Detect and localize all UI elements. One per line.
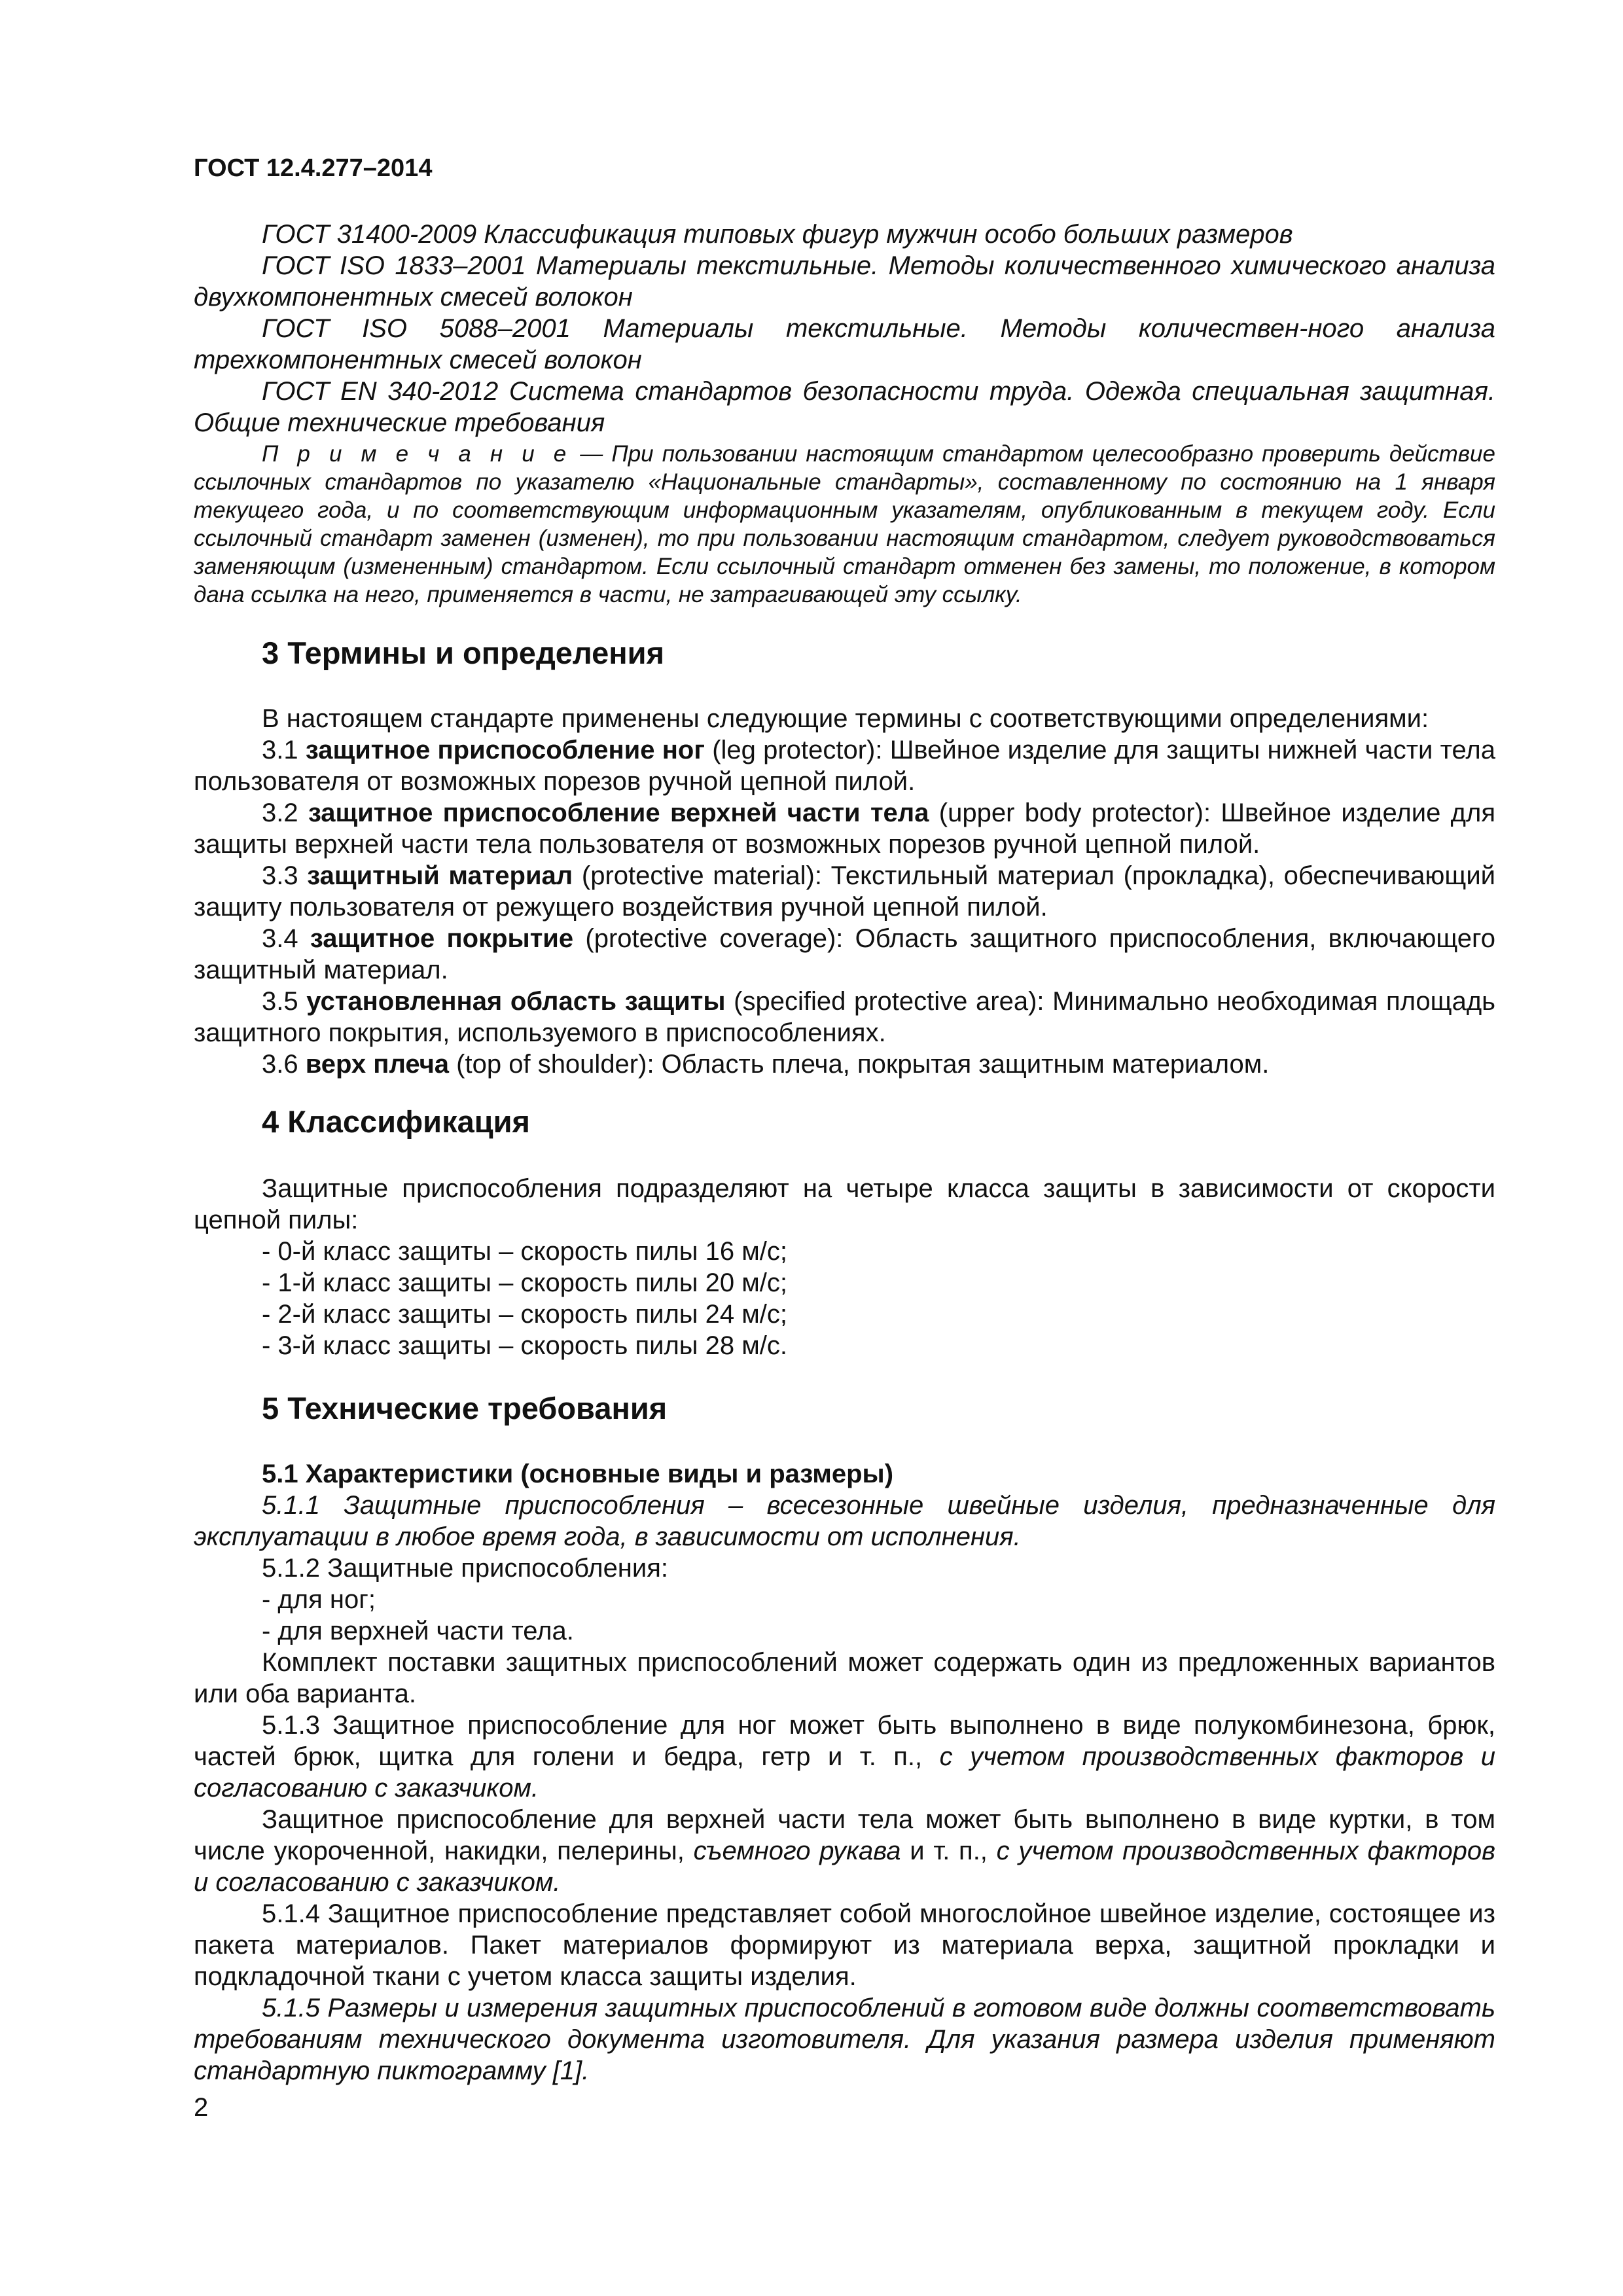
paragraph-upper-body-protector — [194, 1804, 1495, 1898]
section-5-body — [194, 1458, 1495, 2087]
note-block — [194, 440, 1495, 609]
term-number: 3.2 — [262, 798, 308, 827]
list-item-legs: - для ног; — [262, 1585, 376, 1614]
page-number: 2 — [194, 2093, 209, 2122]
section-5-title: 5 Технические требования — [262, 1391, 668, 1426]
section-3-title: 3 Термины и определения — [262, 636, 664, 670]
text-run-italic: с учетом производственных факторов и согласованию с заказчиком. — [194, 1837, 1496, 1897]
class-list-item: - 1-й класс защиты – скорость пилы 20 м/с; — [262, 1268, 787, 1297]
term-definition — [194, 986, 1495, 1049]
list-item-upper-body: - для верхней части тела. — [262, 1617, 574, 1645]
note-text: — При пользовании настоящим стандартом целесообразно проверить действие ссылочных стандартов по указателю «Национальные стандарты», составленному по состоянию на 1 января текущего года, и по соответствующим информационным указателям, опубликованным в текущем году. Если ссылочный стандарт заменен (изменен), то при пользовании настоящим стандартом, следует руководствоваться заменяющим (измененным) стандартом. Если ссылочный стандарт отменен без замены, то положение, в котором дана ссылка на него, применяется в части, не затрагивающей эту ссылку. — [194, 441, 1495, 607]
term-number: 3.5 — [262, 987, 307, 1016]
paragraph-delivery-set: Комплект поставки защитных приспособлений может содержать один из предложенных вариантов или оба варианта. — [194, 1648, 1495, 1708]
term-text: (upper body protector): Швейное изделие для защиты верхней части тела пользователя от возможных порезов ручной цепной пилой. — [194, 798, 1495, 859]
term-definition — [194, 1049, 1495, 1080]
paragraph-5-1-2: 5.1.2 Защитные приспособления: — [262, 1554, 669, 1583]
note-paragraph — [194, 440, 1495, 609]
references-list — [194, 219, 1495, 439]
term-name: защитное приспособление ног — [305, 736, 705, 764]
term-name: защитное приспособление верхней части тела — [308, 798, 929, 827]
term-number: 3.4 — [262, 924, 310, 953]
section-4-body — [194, 1173, 1495, 1361]
text-run: и т. п., — [901, 1837, 997, 1865]
text-run: Защитное приспособление для верхней части тела может быть выполнено в виде куртки, в том числе укороченной, накидки, пелерины, — [194, 1805, 1495, 1865]
term-number: 3.1 — [262, 736, 306, 764]
term-text: (protective coverage): Область защитного приспособления, включающего защитный материал. — [194, 924, 1496, 984]
term-number: 3.3 — [262, 861, 308, 890]
term-text: (leg protector): Швейное изделие для защиты нижней части тела пользователя от возможных порезов ручной цепной пилой. — [194, 736, 1496, 796]
section-3-intro: В настоящем стандарте применены следующие термины с соответствующими определениями: — [262, 704, 1429, 733]
note-label: П р и м е ч а н и е — [262, 441, 572, 467]
term-definition — [194, 860, 1495, 923]
text-run-italic: с учетом производственных факторов и согласованию с заказчиком. — [194, 1742, 1496, 1803]
term-name: защитное покрытие — [310, 924, 574, 953]
document-header: ГОСТ 12.4.277–2014 — [194, 154, 433, 182]
text-run: 5.1.3 Защитное приспособление для ног может быть выполнено в виде полукомбинезона, брюк, частей брюк, щитка для голени и бедра, гетр и т. п., — [194, 1711, 1495, 1771]
term-definition — [194, 734, 1495, 797]
term-definition — [194, 797, 1495, 860]
section-4-intro: Защитные приспособления подразделяют на четыре класса защиты в зависимости от скорости цепной пилы: — [194, 1174, 1495, 1234]
term-definition — [194, 923, 1495, 986]
term-text: (specified protective area): Минимально необходимая площадь защитного покрытия, используемого в приспособлениях. — [194, 987, 1496, 1047]
term-name: верх плеча — [305, 1050, 450, 1079]
class-list-item: - 2-й класс защиты – скорость пилы 24 м/с; — [262, 1300, 787, 1329]
term-number: 3.6 — [262, 1050, 306, 1079]
class-list-item: - 3-й класс защиты – скорость пилы 28 м/с. — [262, 1331, 787, 1360]
text-run-italic: съемного рукава — [693, 1837, 901, 1865]
term-text: (top of shoulder): Область плеча, покрытая защитным материалом. — [449, 1050, 1270, 1079]
section-4-title: 4 Классификация — [262, 1104, 530, 1139]
reference-item: ГОСТ 31400-2009 Классификация типовых фигур мужчин особо больших размеров — [262, 220, 1293, 249]
paragraph-5-1-1: 5.1.1 Защитные приспособления – всесезонные швейные изделия, предназначенные для эксплуатации в любое время года, в зависимости от исполнения. — [194, 1491, 1495, 1551]
section-3-body — [194, 703, 1495, 1080]
term-name: установленная область защиты — [306, 987, 726, 1016]
term-name: защитный материал — [307, 861, 573, 890]
class-list-item: - 0-й класс защиты – скорость пилы 16 м/с; — [262, 1237, 787, 1266]
reference-item: ГОСТ EN 340-2012 Система стандартов безопасности труда. Одежда специальная защитная. Общие технические требования — [194, 377, 1495, 437]
paragraph-5-1-5: 5.1.5 Размеры и измерения защитных приспособлений в готовом виде должны соответствовать требованиям технического документа изготовителя. Для указания размера изделия применяют стандартную пиктограмму [1]. — [194, 1994, 1495, 2085]
reference-item: ГОСТ ISO 1833–2001 Материалы текстильные. Методы количественного химического анализа двухкомпонентных смесей волокон — [194, 251, 1495, 312]
paragraph-5-1-3 — [194, 1710, 1495, 1804]
paragraph-5-1-4: 5.1.4 Защитное приспособление представляет собой многослойное швейное изделие, состоящее из пакета материалов. Пакет материалов формируют из материала верха, защитной прокладки и подкладочной ткани с учетом класса защиты изделия. — [194, 1899, 1495, 1991]
term-text: (protective material): Текстильный материал (прокладка), обеспечивающий защиту пользователя от режущего воздействия ручной цепной пилой. — [194, 861, 1495, 922]
reference-item: ГОСТ ISO 5088–2001 Материалы текстильные. Методы количествен-ного анализа трехкомпонентных смесей волокон — [194, 314, 1495, 374]
subsection-title: 5.1 Характеристики (основные виды и размеры) — [262, 1460, 894, 1488]
